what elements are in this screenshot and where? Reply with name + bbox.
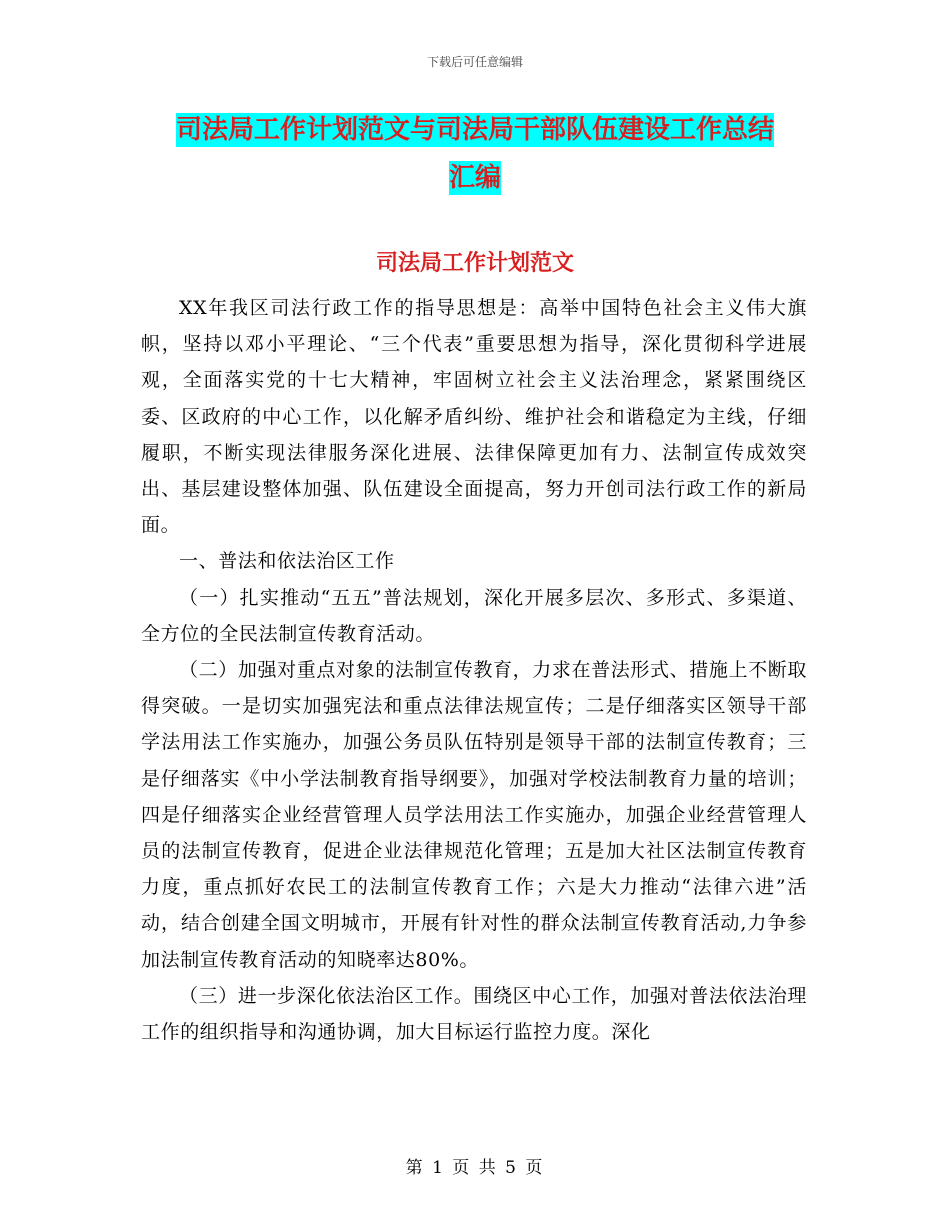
paragraph: （二）加强对重点对象的法制宣传教育，力求在普法形式、措施上不断取得突破。一是切实加强宪法和重点法律法规宣传；二是仔细落实区领导干部学法用法工作实施办，加强公务员队伍特别是领导干部的法制宣传教育；三是仔细落实《中小学法制教育指导纲要》，加强对学校法制教育力量的培训；四是仔细落实企业经营管理人员学法用法工作实施办，加强企业经营管理人员的法制宣传教育，促进企业法律规范化管理；五是加大社区法制宣传教育力度，重点抓好农民工的法制宣传教育工作；六是大力推动“法律六进”活动，结合创建全国文明城市，开展有针对性的群众法制宣传教育活动,力争参加法制宣传教育活动的知晓率达80%。 [141,659,807,971]
paragraph: （三）进一步深化依法治区工作。围绕区中心工作，加强对普法依法治理工作的组织指导和沟通协调，加大目标运行监控力度。深化 [141,984,807,1044]
title-line-1: 司法局工作计划范文与司法局干部队伍建设工作总结 [175,115,774,145]
document-title [140,106,810,202]
document-body [141,290,807,1050]
paragraph: （一）扎实推动“五五”普法规划，深化开展多层次、多形式、多渠道、全方位的全民法制宣传教育活动。 [141,586,807,645]
title-line-2: 汇编 [448,163,501,193]
section-title: 司法局工作计划范文 [375,251,574,276]
paragraph: XX年我区司法行政工作的指导思想是：高举中国特色社会主义伟大旗帜，坚持以邓小平理论、“三个代表”重要思想为指导，深化贯彻科学进展观，全面落实党的十七大精神，牢固树立社会主义法治理念，紧紧围绕区委、区政府的中心工作，以化解矛盾纠纷、维护社会和谐稳定为主线，仔细履职，不断实现法律服务深化进展、法律保障更加有力、法制宣传成效突出、基层建设整体加强、队伍建设全面提高，努力开创司法行政工作的新局面。 [141,297,807,537]
page-number: 第 1 页 共 5 页 [405,1158,545,1178]
paragraph: 一、普法和依法治区工作 [179,550,395,573]
page-header-note: 下载后可任意编辑 [426,55,523,69]
